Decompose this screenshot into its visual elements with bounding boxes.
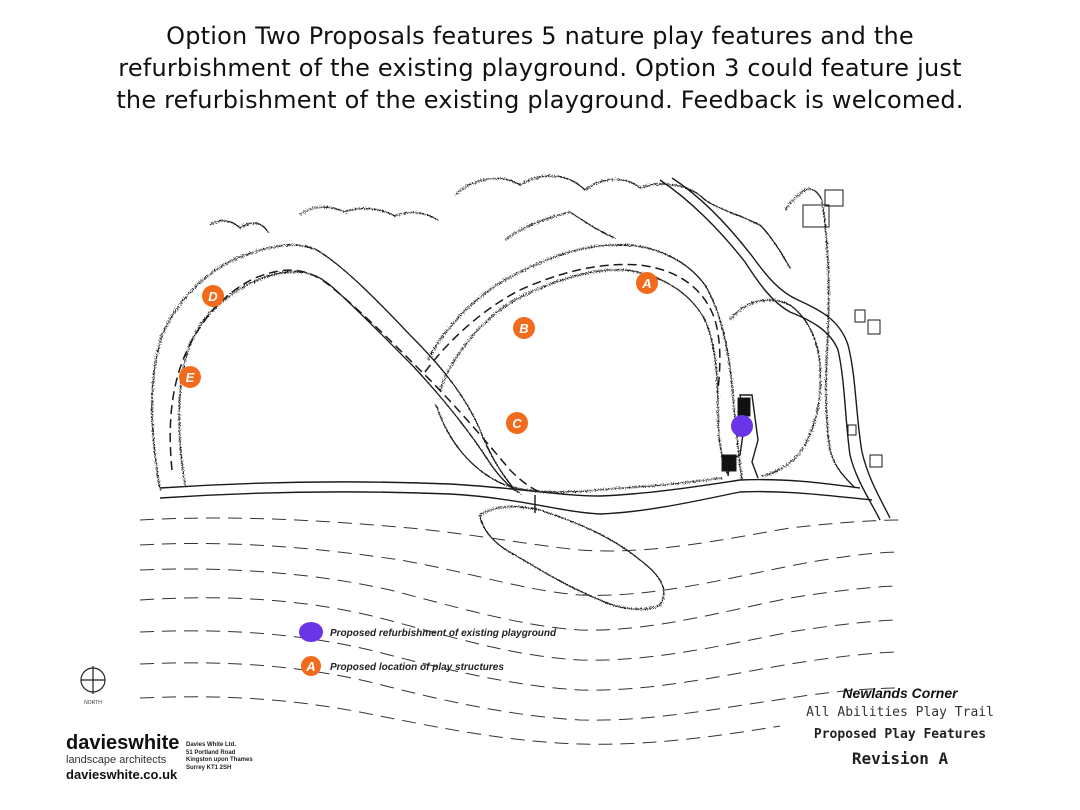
trail-loop	[170, 270, 540, 492]
east-road-west	[660, 180, 880, 520]
legend-structures-label: Proposed location of play structures	[330, 662, 504, 673]
address-line-2: 51 Portland Road	[186, 749, 236, 756]
marker-c	[506, 412, 528, 434]
title-line-3: the refurbishment of the existing playground. Feedback is welcomed.	[116, 86, 964, 114]
legend-marker-letter: A	[306, 659, 316, 674]
address-line-3: Kingston upon Thames	[186, 757, 253, 763]
east-road-east	[672, 178, 890, 518]
logo-url: davieswhite.co.uk	[66, 767, 178, 782]
legend	[299, 622, 557, 676]
building-3	[855, 310, 865, 322]
project-name: Newlands Corner	[842, 685, 958, 701]
building-6	[848, 425, 856, 435]
woodland-north-lower	[505, 212, 615, 240]
north-label: NORTH	[84, 700, 102, 706]
north-arrow	[81, 666, 105, 694]
title-line-1: Option Two Proposals features 5 nature play features and the	[166, 22, 914, 50]
woodland-east	[730, 300, 820, 476]
woodland-central-inner	[440, 270, 728, 475]
legend-playground-swatch	[299, 622, 323, 642]
marker-e	[179, 366, 201, 388]
address-line-4: Surrey KT1 2SH	[186, 764, 232, 771]
main-road-south-edge	[160, 492, 872, 514]
woodland-central-outer	[428, 245, 742, 480]
building-5	[870, 455, 882, 467]
drawing-name: Proposed Play Features	[813, 727, 987, 742]
marker-e-letter: E	[185, 370, 195, 385]
revision-label: Revision A	[851, 749, 949, 768]
address-line-1: Davies White Ltd.	[186, 742, 237, 748]
building-black-north	[738, 398, 750, 416]
woodland-north	[455, 176, 790, 268]
logo-subtitle: landscape architects	[66, 754, 167, 766]
building-4	[868, 320, 880, 334]
logo-name: davieswhite	[66, 732, 180, 754]
company-address	[186, 742, 253, 772]
contour-5	[140, 631, 900, 690]
scrub-north	[300, 207, 438, 220]
title-line-2: refurbishment of the existing playground. Option 3 could feature just	[118, 54, 962, 82]
legend-playground-label: Proposed refurbishment of existing playground	[330, 628, 557, 639]
woodland-west	[152, 245, 515, 490]
marker-d-letter: D	[208, 289, 218, 304]
contour-2	[140, 543, 900, 595]
marker-b	[513, 317, 535, 339]
marker-c-letter: C	[512, 416, 522, 431]
marker-a-letter: A	[642, 276, 652, 291]
marker-b-letter: B	[519, 321, 529, 336]
building-1	[825, 190, 843, 206]
woodland-central-bottom	[436, 405, 722, 492]
existing-playground-marker	[731, 415, 753, 437]
contour-7	[140, 697, 780, 744]
company-logo	[66, 732, 179, 783]
drawing-title-block	[780, 684, 1020, 772]
trail-branch	[425, 264, 720, 390]
scrub-northwest	[210, 221, 268, 232]
building-black-south	[722, 455, 736, 471]
woodland-far-east	[785, 189, 855, 488]
woodland-outlines	[152, 176, 855, 609]
project-subtitle: All Abilities Play Trail	[806, 705, 994, 720]
marker-d	[202, 285, 224, 307]
marker-a	[636, 272, 658, 294]
woodland-south	[480, 507, 664, 609]
contour-1	[140, 518, 900, 551]
